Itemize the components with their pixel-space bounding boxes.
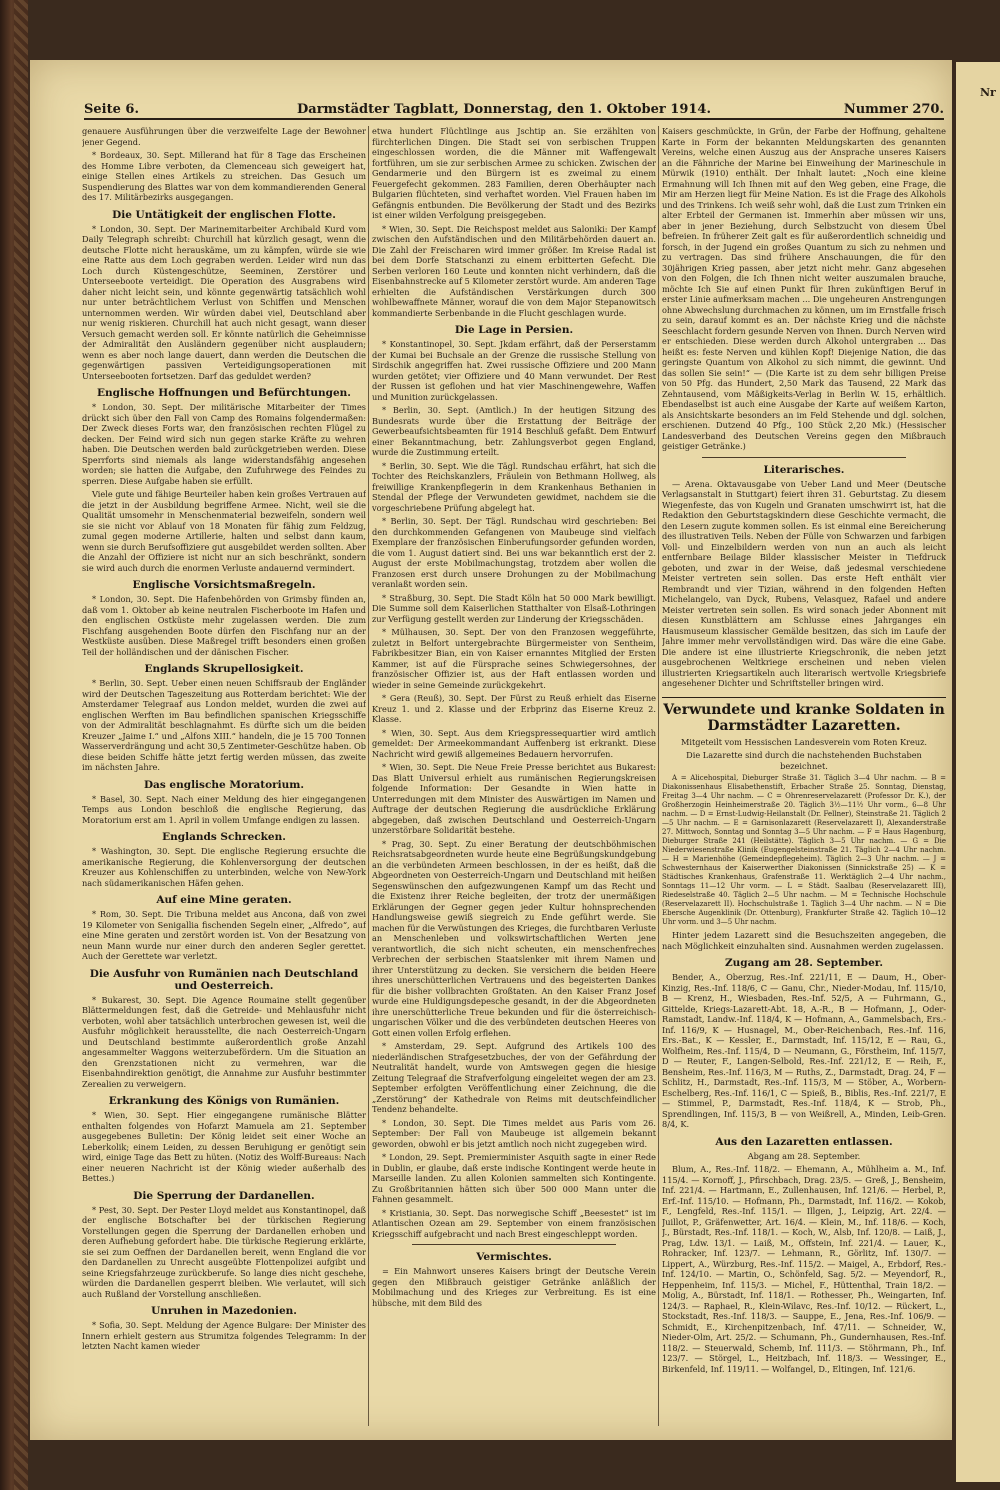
article-heading: Auf eine Mine geraten. xyxy=(156,894,292,906)
section-divider xyxy=(702,457,906,458)
article-paragraph: * Rom, 30. Sept. Die Tribuna meldet aus Ancona, daß von zwei 19 Kilometer von Senigallia fischenden Segeln einer, „Alfredo“, auf eine Mine geraten und zerstört worden ist. Von der Besatzung von neun Mann wurde nur einer durch den anderen Segler gerettet. Auch der Gerettete war verletzt. xyxy=(82,909,366,961)
section-subtitle: Die Lazarette sind durch die nachstehenden Buchstaben bezeichnet. xyxy=(686,750,922,771)
column-1 xyxy=(82,126,366,1426)
adjacent-page-text: Nr xyxy=(980,86,996,99)
section-heading: Vermischtes. xyxy=(476,1251,552,1263)
column-divider xyxy=(368,126,369,1426)
article-paragraph: * Berlin, 30. Sept. Ueber einen neuen Schiffsraub der Engländer wird der Deutschen Tageszeitung aus Rotterdam berichtet: Wie der Amsterdamer Telegraaf aus London meldet, wurden die zwei auf englischen Werften im Bau befindlichen spanischen Kriegsschiffe von der Admiralität beschlagnahmt. Es dürfte sich um die beiden Kreuzer „Jaime I.“ und „Alfons XIII.“ handeln, die je 15 700 Tonnen Wasserverdrängung und acht 30,5 Zentimeter-Geschütze haben. Ob diese beiden Schiffe hätte jetzt fertig werden müssen, das zweite im nächsten Jahre. xyxy=(82,678,366,772)
article-paragraph: * Berlin, 30. Sept. Wie die Tägl. Rundschau erfährt, hat sich die Tochter des Reichskanzlers, Fräulein von Bethmann Hollweg, als freiwillige Krankenpflegerin in dem Krankenhaus Bethanien in Stendal der Pflege der Verwundeten gewidmet, nachdem sie die vorgeschriebene Prüfung abgelegt hat. xyxy=(372,460,656,513)
article-paragraph: * Konstantinopel, 30. Sept. Jkdam erfährt, daß der Perserstamm der Kumai bei Buchsale an der Grenze die russische Stellung von Sirdschik angegriffen hat. Zwei russische Offiziere und 200 Mann wurden getötet; vier Offiziere und 40 Mann verwundet. Der Rest der Russen ist geflohen und hat vier Maschinengewehre, Waffen und Munition zurückgelassen. xyxy=(372,339,656,402)
name-list: Bender, A., Oberzug, Res.-Inf. 221/11, E — Daum, H., Ober-Kinzig, Res.-Inf. 118/6, C — Ganu, Chr., Nieder-Modau, Inf. 115/10, B — Krenz, H., Wiesbaden, Res.-Inf. 52/5, A — Fuhrmann, G., Gittelde, Kriegs-Lazarett-Abt. 18, A.-R., B — Hofmann, J., Oder-Ramstadt, Landw.-Inf. 118/4, K — Hofmann, A., Gammelsbach, Ers.-Inf. 116/9, K — Husnagel, M., Ober-Reichenbach, Res.-Inf. 116, Ers.-Bat., K — Kessler, E., Darmstadt, Inf. 115/12, E — Rau, G., Wolfheim, Res.-Inf. 115/4, D — Neumann, G., Förstheim, Inf. 115/7, D — Reuter, F., Langen-Selbold, Res.-Inf. 221/12, E — Reih, F., Bensheim, Res.-Inf. 116/3, M — Ruths, Z., Darmstadt, Drag. 24, F — Schlitz, H., Darmstadt, Res.-Inf. 115/3, M — Stöber, A., Worbern-Eschelberg, Res.-Inf. 116/1, C — Spieß, B., Biblis, Res.-Inf. 221/7, E — Stimmel, P., Darmstadt, Res.-Inf. 118/4, K — Strob, Ph., Sprendlingen, Inf. 115/3, B — von Weißrell, A., Minden, Leib-Gren. 8/4, K. xyxy=(662,972,946,1129)
section-divider xyxy=(412,1244,616,1245)
article-paragraph: * Washington, 30. Sept. Die englische Regierung ersuchte die amerikanische Regierung, die Kohlenversorgung der deutschen Kreuzer aus Kohlenschiffen zu unterbinden, welche von New-York nach südamerikanischen Häfen gehen. xyxy=(82,846,366,888)
article-paragraph: * Wien, 30. Sept. Aus dem Kriegspressequartier wird amtlich gemeldet: Der Armeekommandant Auffenberg ist erkrankt. Diese Nachricht wird gewiß allgemeines Bedauern hervorrufen. xyxy=(372,727,656,759)
article-paragraph: * Kristiania, 30. Sept. Das norwegische Schiff „Beesestet“ ist im Atlantischen Ozean am 29. September von einem französischen Kriegsschiff aufgebracht und nach Brest eingeschleppt worden. xyxy=(372,1207,656,1239)
article-paragraph: * Gera (Reuß), 30. Sept. Der Fürst zu Reuß erhielt das Eiserne Kreuz 1. und 2. Klasse und der Erbprinz das Eiserne Kreuz 2. Klasse. xyxy=(372,693,656,724)
article-paragraph: * London, 30. Sept. Der militärische Mitarbeiter der Times drückt sich über den Fall von Camp des Romains folgendermaßen: Der Zweck dieses Forts war, den französischen rechten Flügel zu decken. Der Feind wird sich nun gegen starke Kräfte zu wehren haben. Die Deutschen werden bald zurückgetrieben werden. Diese Sperrforts sind niemals als lange widerstandsfähig angesehen worden; sie hatten die Aufgabe, den Zufuhrwege des Feindes zu sperren. Diese Aufgabe haben sie erfüllt. xyxy=(82,402,366,486)
article-paragraph: — Arena. Oktavausgabe von Ueber Land und Meer (Deutsche Verlagsanstalt in Stuttgart) feiert ihren 31. Geburtstag. Zu diesem Wiegenfeste, das von Kugeln und Granaten umschwirrt ist, hat die Redaktion den Geburtstagskindern diese Geschichte vermacht, die den Lesern zugute kommen sollen. Es ist einmal eine Bereicherung des illustrativen Teils. Neben der Fülle von Schwarzen und farbigen Voll- und Einzelbildern werden von nun an auch als leicht entfernbare Beilage Bilder klassischer Meister in Tiefdruck geboten, und zwar in der Weise, daß jedesmal verschiedene Meister vertreten sein sollen. Das erste Heft enthält vier Rembrandt und vier Tizian, während in den folgenden Heften Michelangelo, van Dyck, Rubens, Velasquez, Rafael und andere Meister vertreten sein sollen. Es wird sonach jeder Abonnent mit diesen Kunstblättern am Schlusse eines Jahrganges ein Hausmuseum klassischer Gemälde besitzen, das sich im Laufe der Jahre immer mehr vervollständigen wird. Das wäre die eine Gabe. Die andere ist eine illustrierte Kriegschronik, die neben jetzt ausgebrochenen Weltkriege erscheinen und neben vielen illustrierten Kriegsartikeln auch literarisch wertvolle Kriegsbriefe angesehener Dichter und Schriftsteller bringen wird. xyxy=(662,478,946,688)
article-heading: Die Untätigkeit der englischen Flotte. xyxy=(112,208,336,221)
binding-marbled-strip xyxy=(14,0,28,1490)
article-paragraph: = Ein Mahnwort unseres Kaisers bringt der Deutsche Verein gegen den Mißbrauch geistiger Getränke anläßlich der Mobilmachung und des Krieges zur Verbreitung. Es ist eine hübsche, mit dem Bild des xyxy=(372,1266,656,1308)
article-paragraph: * London, 30. Sept. Die Times meldet aus Paris vom 26. September: Der Fall von Maubeuge ist allgemein bekannt geworden, obwohl er bis jetzt amtlich noch nicht zugegeben wird. xyxy=(372,1117,656,1149)
article-paragraph: * London, 30. Sept. Der Marinemitarbeiter Archibald Kurd vom Daily Telegraph schreibt: Churchill hat kürzlich gesagt, wenn die deutsche Flotte nicht herauskäme, um zu kämpfen, würde sie wie eine Ratte aus dem Loch gegraben werden. Leider wird nun das Loch durch Küstengeschütze, Seeminen, Zerstörer und Unterseeboote verteidigt. Die Operation des Ausgrabens wird daher nicht leicht sein, und könnte gegenwärtig tatsächlich wohl nur unter beträchtlichem Verlust von Schiffen und Menschen unternommen werden. Wir würden dabei viel, Deutschland aber nur wenig riskieren. Churchill hat auch nicht gesagt, wann dieser Versuch gemacht werden soll. Er könnte natürlich die Geheimnisse der Admiralität den Ausländern gegenüber nicht ausplaudern; wenn es aber noch lange dauert, dann werden die Deutschen die gegenwärtigen passiven Verteidigungsoperationen mit Unterseebooten fortsetzen. Darf das geduldet werden? xyxy=(82,223,366,381)
article-paragraph: * Amsterdam, 29. Sept. Aufgrund des Artikels 100 des niederländischen Strafgesetzbuches, der von der Gefährdung der Neutralität handelt, wurde von Amtswegen gegen die hiesige Zeitung Telegraaf die Strafverfolgung eingeleitet wegen der am 23. September erfolgten Veröffentlichung einer Zeichnung, die die „Zerstörung“ der Kathedrale von Reims mit deutschfeindlicher Tendenz behandelte. xyxy=(372,1041,656,1114)
article-paragraph: etwa hundert Flüchtlinge aus Jschtip an. Sie erzählten von fürchterlichen Dingen. Die Stadt sei von serbischen Truppen eingeschlossen worden, die die Männer mit Waffengewalt fortführen, um sie zur serbischen Armee zu schicken. Zwischen der Gendarmerie und den Bürgern ist es zweimal zu einem Feuergefecht gekommen. 283 Familien, deren Oberhäupter nach Bulgarien flüchteten, sind verhaftet worden. Viel Frauen haben im Gefängnis entbunden. Die Bevölkerung der Stadt und des Bezirks ist einer wilden Verfolgung preisgegeben. xyxy=(372,126,656,220)
newspaper-title-date: Darmstädter Tagblatt, Donnerstag, den 1. Oktober 1914. xyxy=(297,102,711,117)
section-heading: Literarisches. xyxy=(763,463,845,476)
article-paragraph: * Berlin, 30. Sept. Der Tägl. Rundschau wird geschrieben: Bei den durchkommenden Gefangenen von Maubeuge sind vielfach Exemplare der französischen Einberufungsorder gefunden worden, die vom 1. August datiert sind. Bei uns war bekanntlich erst der 2. August der erste Mobilmachungstag, trotzdem aber wollen die Franzosen erst durch unsere Drohungen zu der Mobilmachung veranlaßt worden sein. xyxy=(372,516,656,589)
book-binding xyxy=(0,0,28,1490)
newspaper-page xyxy=(30,60,952,1440)
article-paragraph: * London, 29. Sept. Premierminister Asquith sagte in einer Rede in Dublin, er glaube, daß erste indische Kontingent werde heute in Marseille landen. Zu allen Kolonien sammelten sich Kontingente. Zu Großbritannien hätten sich über 500 000 Mann unter die Fahnen gesammelt. xyxy=(372,1152,656,1204)
page-number: Seite 6. xyxy=(84,102,139,117)
article-heading: Englische Vorsichtsmaßregeln. xyxy=(132,579,316,591)
article-heading: Zugang am 28. September. xyxy=(724,957,884,969)
article-paragraph: Kaisers geschmückte, in Grün, der Farbe der Hoffnung, gehaltene Karte in Form der bekannten Meldungskarten des genannten Vereins, welche einen Auszug aus der Ansprache unseres Kaisers an die Fähnriche der Marine bei Einweihung der Marineschule in Mürwik (1910) enthält. Der Inhalt lautet: „Noch eine kleine Ermahnung will Ich Ihnen mit auf den Weg geben, eine Frage, die Mir am Herzen liegt für Meine Nation. Es ist die Frage des Alkohols und des Trinkens. Ich weiß sehr wohl, daß die Lust zum Trinken ein alter Erbteil der Germanen ist. Immerhin aber müssen wir uns, aber in jener Beziehung, durch Selbstzucht von diesem Übel befreien. In früherer Zeit galt es für außerordentlich schneidig und forsch, in der Jugend ein großes Quantum zu sich zu nehmen und zu vertragen. Das sind frühere Anschauungen, die für den 30jährigen Krieg passen, aber jetzt nicht mehr. Ganz abgesehen von den Folgen, die Ich Ihnen nicht weiter auszumalen brauche, möchte Ich Sie auf einen Punkt für Ihren zukünftigen Beruf in erster Linie aufmerksam machen ... Die ungeheuren Anstrengungen ohne Abwechslung durchmachen zu können, um im Ernstfalle frisch zu sein, darauf kommt es an. Der nächste Krieg und die nächste Seeschlacht fordern gesunde Nerven von Ihnen. Durch Nerven wird er entschieden. Diese werden durch Alkohol untergraben ... Das heißt es: feste Nerven und kühlen Kopf! Diejenige Nation, die das geringste Quantum von Alkohol zu sich nimmt, die gewinnt. Und das sollen Sie sein!“ — (Die Karte ist zu dem sehr billigen Preise von 50 Pfg. das Hundert, 2,50 Mark das Tausend, 22 Mark das Zehntausend, vom Mäßigkeits-Verlag in Berlin W. 15, erhältlich. Ebendaselbst ist auch eine Ausgabe der Karte auf weißem Karton, als Ansichtskarte besonders an im Feld Stehende und dgl. solchen, erschienen. Dutzend 40 Pfg., 100 Stück 2,20 Mk.) (Hessischer Landesverband des Deutschen Vereins gegen den Mißbrauch geistiger Getränke.) xyxy=(662,126,946,451)
article-paragraph: * Bordeaux, 30. Sept. Millerand hat für 8 Tage das Erscheinen des Homme Libre verboten, da Clemenceau sich geweigert hat, einige Stellen eines Artikels zu streichen. Das Gesuch um Suspendierung des Blattes war von dem kommandierenden General des 17. Militärbezirks ausgegangen. xyxy=(82,150,366,202)
article-heading: Die Ausfuhr von Rumänien nach Deutschland und Oesterreich. xyxy=(89,967,359,992)
article-paragraph: Hinter jedem Lazarett sind die Besuchszeiten angegeben, die nach Möglichkeit einzuhalten sind. Ausnahmen werden zugelassen. xyxy=(662,930,946,951)
article-heading: Aus den Lazaretten entlassen. xyxy=(715,1135,893,1148)
article-paragraph: * Wien, 30. Sept. Die Neue Freie Presse berichtet aus Bukarest: Das Blatt Universul erhielt aus rumänischen Regierungskreisen folgende Information: Der Gesandte in Wien hatte in Unterredungen mit dem Minister des Auswärtigen im Namen und Auftrage der deutschen Regierung die ausdrückliche Erklärung abgegeben, daß zwischen Deutschland und Oesterreich-Ungarn unzerstörbare Solidarität bestehe. xyxy=(372,762,656,835)
column-2 xyxy=(372,126,656,1426)
article-heading: Englische Hoffnungen und Befürchtungen. xyxy=(97,387,351,399)
article-paragraph: * Bukarest, 30. Sept. Die Agence Roumaine stellt gegenüber Blättermeldungen fest, daß die Getreide- und Mehlausfuhr nicht verboten, wohl aber tatsächlich unterbrochen gewesen ist, weil die Ausfuhr möglichkeit herausstellte, die nach Oesterreich-Ungarn und Deutschland bestimmte außerordentlich große Anzahl angesammelter Waggons weiterzubefördern. Um die Situation an den Grenzstationen nicht zu vermehren, war die Eisenbahndirektion genötigt, die Annahme zur Ausfuhr bestimmter Zerealien zu verweigern. xyxy=(82,994,366,1089)
article-paragraph: * Berlin, 30. Sept. (Amtlich.) In der heutigen Sitzung des Bundesrats wurde über die Erstattung der Beiträge der Gewerbeaufsichtsbeamten für 1914 Beschluß gefaßt. Dem Entwurf einer Bekanntmachung, betr. Zahlungsverbot gegen England, wurde die Zustimmung erteilt. xyxy=(372,405,656,457)
column-divider xyxy=(658,126,659,1426)
article-paragraph: genauere Ausführungen über die verzweifelte Lage der Bewohner jener Gegend. xyxy=(82,126,366,147)
column-3 xyxy=(662,126,946,1426)
section-subtitle: Mitgeteilt vom Hessischen Landesverein vom Roten Kreuz. xyxy=(680,736,928,747)
section-subtitle: Abgang am 28. September. xyxy=(747,1150,861,1161)
article-paragraph: * Sofia, 30. Sept. Meldung der Agence Bulgare: Der Minister des Innern erhielt gestern aus Strumitza folgendes Telegramm: In der letzten Nacht kamen wieder xyxy=(82,1320,366,1351)
lazarett-legend: A = Alicehospital, Dieburger Straße 31. Täglich 3—4 Uhr nachm. — B = Diakonissenhaus Elisabethenstift, Erbacher Straße 25. Sonntag, Dienstag, Freitag 3—4 Uhr nachm. — C = Ohrenreservelazarett (Professor Dr. K.), der Großherzogin Heinheimerstraße 20. Täglich 3½—11½ Uhr vorm., 6—8 Uhr nachm. — D = Ernst-Ludwig-Heilanstalt (Dr. Fellner), Steinstraße 21. Täglich 2—5 Uhr nachm. — E = Garnisonlazarett (Reservelazarett I), Alexanderstraße 27. Mittwoch, Sonntag und Sonntag 3—5 Uhr nachm. — F = Haus Hagenburg, Dieburger Straße 241 (Heilstätte). Täglich 3—5 Uhr nachm. — G = Die Niederwiesenstraße Klinik (Eugengelsteinstraße 21. Täglich 2—4 Uhr nachm. — H = Marienhöhe (Gemeindepflegeheim). Täglich 2—3 Uhr nachm. — J = Schwesternhaus der Kaiserwerther Diakonissen (Sinnickstraße 25) — K = Städtisches Krankenhaus, Grafenstraße 11. Werktäglich 2—4 Uhr nachm., Sonntags 11—12 Uhr vorm. — L = Städt. Saalbau (Reservelazarett III), Riedeselstraße 40. Täglich 2—5 Uhr nachm. — M = Technische Hochschule (Reservelazarett II). Hochschulstraße 1. Täglich 3—4 Uhr nachm. — N = Die Ebersche Augenklinik (Dr. Ottenburg), Frankfurter Straße 42. Täglich 10—12 Uhr vorm. und 3—5 Uhr nachm. xyxy=(662,774,946,926)
article-paragraph: Viele gute und fähige Beurteiler haben kein großes Vertrauen auf die jetzt in der Ausbildung begriffene Armee. Nicht, weil sie die Qualität umsomehr in Menschenmaterial bezweifeln, sondern weil sie sie nicht vor Ablauf von 18 Monaten für fähig zum Feldzug, zumal gegen moderne Artillerie, halten und selbst dann kaum, wenn sie durch Berufsoffiziere gut ausgebildet werden sollten. Aber die Anzahl der Offiziere ist nicht nur an sich beschränkt, sondern sie wird auch durch die enormen Verluste andauernd vermindert. xyxy=(82,489,366,573)
article-paragraph: * Pest, 30. Sept. Der Pester Lloyd meldet aus Konstantinopel, daß der englische Botschafter bei der türkischen Regierung Vorstellungen gegen die Sperrung der Dardanellen erhoben und deren Aufhebung gefordert habe. Die türkische Regierung erklärte, sie sei zum Oeffnen der Dardanellen bereit, wenn England die vor den Dardanellen zu Unrecht ausgeübte Flottenpolizei aufgibt und seine Kriegsfahrzeuge zurückberufe. So lange dies nicht geschehe, würden die Dardanellen gesperrt bleiben. Wie verlautet, will sich auch Rußland der Vorstellung anschließen. xyxy=(82,1204,366,1299)
article-heading: Englands Schrecken. xyxy=(162,831,286,843)
article-paragraph: * Wien, 30. Sept. Hier eingegangene rumänische Blätter enthalten folgendes von Hofarzt Mamuela am 21. September ausgegebenes Bulletin: Der König leidet seit einer Woche an Leberkolik; einem Leiden, zu dessen Beruhigung er genötigt sein wird, einige Tage das Bett zu hüten. (Notiz des Wolff-Bureaus: Nach einer neueren Nachricht ist der König wieder außerhalb des Bettes.) xyxy=(82,1110,366,1183)
article-heading: Das englische Moratorium. xyxy=(143,778,305,791)
article-heading: Die Sperrung der Dardanellen. xyxy=(133,1189,315,1202)
article-paragraph: * Wien, 30. Sept. Die Reichspost meldet aus Saloniki: Der Kampf zwischen den Aufständischen und den Militärbehörden dauert an. Die Zahl der Freischaren wird immer größer. Im Kreise Radal ist bei dem Dorfe Statschanzi zu einem erbitterten Gefecht. Die Serben verloren 160 Leute und konnten nicht verhindern, daß die Eisenbahnstrecke auf 5 Kilometer zerstört wurde. Am anderen Tage erhielten die Aufständischen Verstärkungen durch 300 wohlbewaffnete Männer, worauf die von dem Major Stepanowitsch kommandierte Serbenbande in die Flucht geschlagen wurde. xyxy=(372,223,656,318)
article-paragraph: * Straßburg, 30. Sept. Die Stadt Köln hat 50 000 Mark bewilligt. Die Summe soll dem Kaiserlichen Statthalter von Elsaß-Lothringen zur Verfügung gestellt werden zur Linderung der Kriegsschäden. xyxy=(372,592,656,624)
masthead-rule xyxy=(84,118,944,120)
article-paragraph: * London, 30. Sept. Die Hafenbehörden von Grimsby fünden an, daß vom 1. Oktober ab keine neutralen Fischerboote im Hafen und den englischen Ostküste mehr zugelassen werden. Die zum Fischfang ausgehenden Boote dürfen den Fischfang nur an der Westküste ausüben. Diese Maßregel trifft besonders einen großen Teil der holländischen und der dänischen Fischer. xyxy=(82,594,366,657)
issue-number: Nummer 270. xyxy=(843,102,944,117)
masthead xyxy=(84,102,944,124)
name-list: Blum, A., Res.-Inf. 118/2. — Ehemann, A., Mühlheim a. M., Inf. 115/4. — Kornoff, J., Pfirschbach, Drag. 23/5. — Greß, J., Bensheim, Inf. 221/4. — Hartmann, E., Zullenhausen, Inf. 121/6. — Herbel, P., Erf.-Inf. 115/10. — Hofmann, Ph., Darmstadt, Inf. 116/2. — Kokob, F., Lengfeld, Res.-Inf. 115/1. — Illgen, J., Leipzig, Art. 22/4. — Juillot, P., Gräfenwetter, Art. 16/4. — Klein, M., Inf. 118/6. — Koch, J., Bürstadt, Res.-Inf. 118/1. — Koch, W., Alsb, Inf. 120/8. — Laiß, J., Prag, Ldw. 13/1. — Laiß, M., Offstein, Inf. 221/4. — Lauer, K., Rohracker, Inf. 123/7. — Lehmann, R., Görlitz, Inf. 130/7. — Lippert, A., Würzburg, Res.-Inf. 115/2. — Maigel, A., Erbdorf, Res.-Inf. 124/10. — Martin, O., Schönfeld, Sag. 5/2. — Meyendorf, R., Heppenheim, Inf. 115/3. — Michel, F., Hüttenthal, Train 18/2. — Molig, A., Bürstadt, Inf. 118/1. — Rothesser, Ph., Weingarten, Inf. 124/3. — Raphael, R., Klein-Wilavc, Res.-Inf. 10/12. — Rückert, L., Stockstadt, Res.-Inf. 118/3. — Sauppe, E., Jena, Res.-Inf. 106/9. — Schmidt, E., Kirchenpitzenbach, Inf. 47/11. — Schneider, W., Nieder-Olm, Art. 25/2. — Schumann, Ph., Gundernhausen, Res.-Inf. 118/2. — Steuerwald, Schemb, Inf. 111/3. — Stöhrmann, Ph., Inf. 123/7. — Störgel, L., Heitzbach, Inf. 118/3. — Wessinger, E., Birkenfeld, Inf. 119/11. — Wolfangel, D., Eltingen, Inf. 121/6. xyxy=(662,1164,946,1374)
article-paragraph: * Prag, 30. Sept. Zu einer Beratung der deutschböhmischen Reichsratsabgeordneten wurde heute eine Begrüßungskundgebung an die verbündeten Armeen beschlossen, in der es heißt, daß die Abgeordneten von Oesterreich-Ungarn und Deutschland mit heißen Segenswünschen den aufgezwungenen Kampf um das Recht und die Existenz ihrer Reiche begleiten, der trotz der unermäßigen Erklärungen der Gegner gegen jeder Kultur hohnsprechenden Handlungsweise gewiß siegreich zu Ende geführt werde. Sie machen für die Verwüstungen des Krieges, die furchtbaren Verluste an Menschenleben und volkswirtschaftlichen Werten jene verantwortlich, die sich nicht scheuten, ein menschenfreches Verbrechen der serbischen Staatslenker mit ihrem Namen und ihrer Unterstützung zu decken. Sie versichern die beiden Heere ihres unerschütterlichen Vertrauens und des begeisterten Dankes für die bisher vollbrachten Großtaten. An den Kaiser Franz Josef wurde eine Huldigungsdepesche gesandt, in der die Abgeordneten ihre unerschütterliche Treue bekunden und für die österreichisch-ungarischen Völker und die des verbündeten deutschen Heeres von Gott einen vollen Erfolg erflehen. xyxy=(372,838,656,1038)
section-title-box: Verwundete und kranke Soldaten in Darmstädter Lazaretten. xyxy=(662,697,946,734)
article-heading: Die Lage in Persien. xyxy=(454,324,574,336)
article-paragraph: * Basel, 30. Sept. Nach einer Meldung des hier eingegangenen Temps aus London beschloß die englische Regierung, das Moratorium erst am 1. April in vollem Umfange endigen zu lassen. xyxy=(82,793,366,825)
article-paragraph: * Mülhausen, 30. Sept. Der von den Franzosen weggeführte, zuletzt in Belfort untergebrachte Bürgermeister von Sentheim, Fabrikbesitzer Bian, ein von Kaiser ernanntes Mitglied der Ersten Kammer, ist auf die Fürsprache seines Schwiegersohnes, der französischer Offizier ist, aus der Haft entlassen worden und wieder in seine Gemeinde zurückgekehrt. xyxy=(372,627,656,690)
article-heading: Erkrankung des Königs von Rumänien. xyxy=(108,1095,340,1107)
article-heading: Unruhen in Mazedonien. xyxy=(151,1305,297,1317)
article-heading: Englands Skrupellosigkeit. xyxy=(144,663,304,675)
adjacent-page-edge xyxy=(956,62,1000,1482)
